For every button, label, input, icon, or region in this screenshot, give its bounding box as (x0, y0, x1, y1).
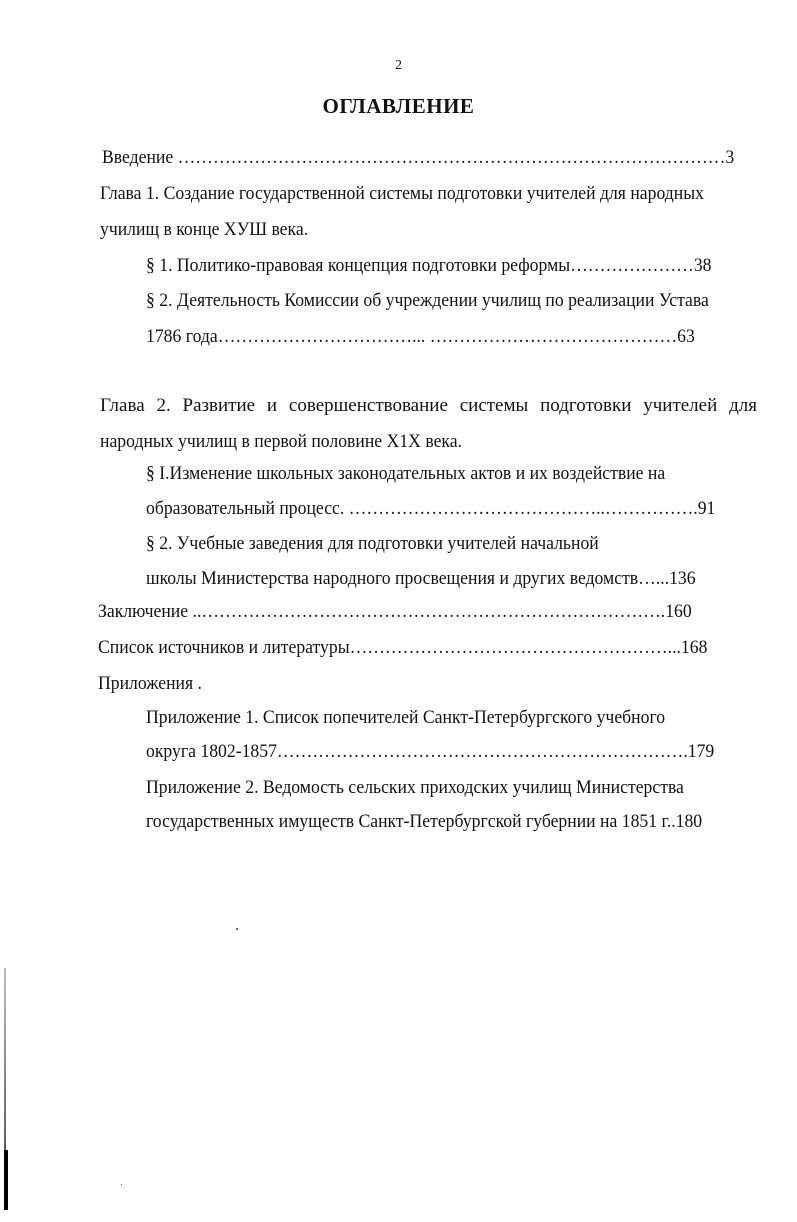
toc-appendix-1-cont: округа 1802-1857…………………………………………………………….179 (146, 741, 715, 762)
toc-entry-conclusion: Заключение ..…………………………………………………………………….160 (98, 601, 692, 622)
toc-chapter-1-section-2-cont: 1786 года……………………………... ……………………………………63 (146, 326, 695, 347)
toc-entry-introduction: Введение …………………………………………………………………………………3 (102, 147, 735, 168)
toc-chapter-2-section-2: § 2. Учебные заведения для подготовки учителей начальной (146, 533, 599, 554)
toc-chapter-2-title: Глава 2. Развитие и совершенствование системы подготовки учителей для (100, 395, 757, 416)
toc-chapter-1-section-1: § 1. Политико-правовая концепция подготовки реформы…………………38 (146, 255, 712, 276)
toc-entry-sources: Список источников и литературы………………………………………………...168 (98, 637, 708, 658)
toc-chapter-1-title: Глава 1. Создание государственной системы подготовки учителей для народных (100, 183, 704, 204)
toc-entry-appendices: Приложения . (98, 673, 202, 694)
page-title: ОГЛАВЛЕНИЕ (322, 94, 475, 118)
page-number: 2 (395, 58, 402, 73)
scan-speck (121, 1184, 122, 1185)
scan-speck (236, 928, 238, 930)
toc-chapter-1-title-cont: училищ в конце ХУШ века. (100, 219, 309, 240)
toc-appendix-2-cont: государственных имуществ Санкт-Петербургской губернии на 1851 г..180 (146, 811, 703, 832)
toc-appendix-2: Приложение 2. Ведомость сельских приходских училищ Министерства (146, 777, 684, 798)
toc-chapter-2-section-1: § I.Изменение школьных законодательных актов и их воздействие на (146, 463, 666, 484)
toc-chapter-2-section-1-cont: образовательный процесс. ……………………………………..…………….91 (146, 498, 716, 519)
toc-appendix-1: Приложение 1. Список попечителей Санкт-Петербургского учебного (146, 707, 666, 728)
toc-chapter-2-title-cont: народных училищ в первой половине Х1Х века. (100, 431, 463, 452)
toc-chapter-2-section-2-cont: школы Министерства народного просвещения и других ведомств…...136 (146, 568, 696, 589)
toc-chapter-1-section-2: § 2. Деятельность Комиссии об учреждении училищ по реализации Устава (146, 290, 709, 311)
scan-edge-shadow-dark (4, 1150, 8, 1210)
